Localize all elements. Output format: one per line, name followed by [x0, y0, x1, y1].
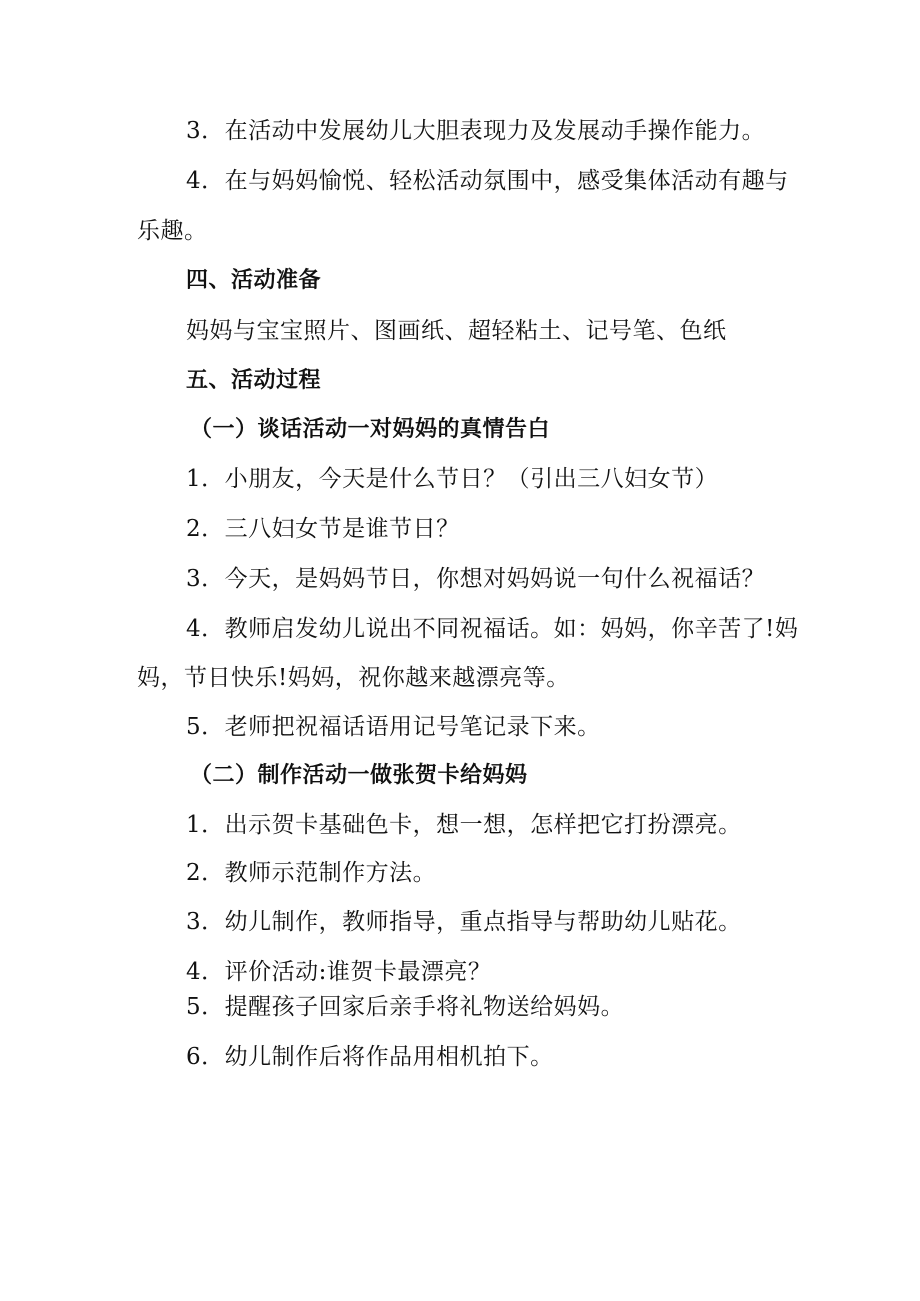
section-heading-preparation: 四、活动准备: [186, 268, 322, 293]
talk-step-2: 2．三八妇女节是谁节日？: [186, 516, 460, 542]
talk-step-1: 1．小朋友，今天是什么节日？（引出三八妇女节）: [186, 466, 719, 492]
goal-3-line: 3．在活动中发展幼儿大胆表现力及发展动手操作能力。: [186, 118, 766, 144]
section-heading-process: 五、活动过程: [186, 368, 322, 393]
subsection-heading-craft: （二）制作活动一做张贺卡给妈妈: [190, 763, 528, 788]
talk-step-3: 3．今天，是妈妈节日，你想对妈妈说一句什么祝福话？: [186, 566, 766, 592]
craft-step-6: 6．幼儿制作后将作品用相机拍下。: [186, 1044, 554, 1070]
subsection-heading-talk: （一）谈话活动一对妈妈的真情告白: [190, 417, 551, 442]
craft-step-5: 5．提醒孩子回家后亲手将礼物送给妈妈。: [186, 994, 625, 1020]
goal-4-continuation: 乐趣。: [137, 218, 208, 244]
craft-step-3: 3．幼儿制作，教师指导，重点指导与帮助幼儿贴花。: [186, 909, 742, 935]
craft-step-4: 4．评价活动:谁贺卡最漂亮？: [186, 959, 492, 985]
talk-step-5: 5．老师把祝福话语用记号笔记录下来。: [186, 714, 601, 740]
materials-line: 妈妈与宝宝照片、图画纸、超轻粘土、记号笔、色纸: [186, 318, 727, 344]
goal-4-line: 4．在与妈妈愉悦、轻松活动氛围中，感受集体活动有趣与: [186, 168, 789, 194]
craft-step-2: 2．教师示范制作方法。: [186, 860, 437, 886]
talk-step-4: 4．教师启发幼儿说出不同祝福话。如：妈妈，你辛苦了!妈: [186, 616, 799, 642]
craft-step-1: 1．出示贺卡基础色卡，想一想，怎样把它打扮漂亮。: [186, 812, 742, 838]
talk-step-4-continuation: 妈，节日快乐!妈妈，祝你越来越漂亮等。: [137, 665, 570, 691]
